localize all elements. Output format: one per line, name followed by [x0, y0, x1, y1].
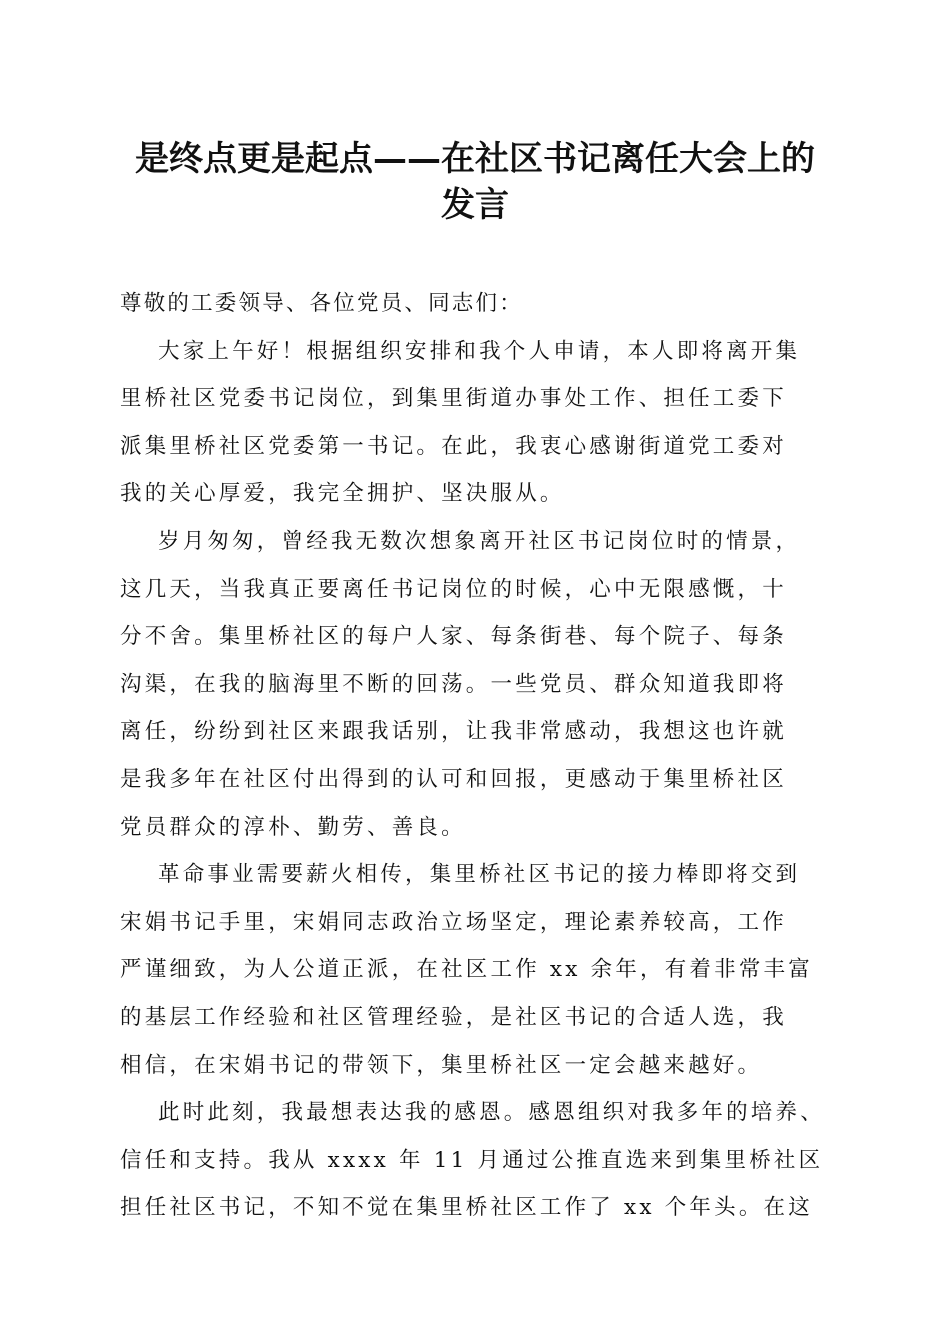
paragraph-line: 里桥社区党委书记岗位，到集里街道办事处工作、担任工委下 [120, 386, 787, 412]
document-body [120, 280, 832, 1232]
paragraph-line: 沟渠，在我的脑海里不断的回荡。一些党员、群众知道我即将 [120, 671, 787, 697]
paragraph-line: 此时此刻，我最想表达我的感恩。感恩组织对我多年的培养、 [158, 1100, 825, 1126]
paragraph-line: 分不舍。集里桥社区的每户人家、每条街巷、每个院子、每条 [120, 624, 787, 650]
title-line: 是终点更是起点——在社区书记离任大会上的 [135, 139, 815, 179]
document-title [110, 136, 840, 228]
paragraph-line: 党员群众的淳朴、勤劳、善良。 [120, 814, 466, 840]
salutation: 尊敬的工委领导、各位党员、同志们： [120, 291, 523, 316]
paragraph [120, 851, 832, 1089]
paragraph-line: 革命事业需要薪火相传，集里桥社区书记的接力棒即将交到 [158, 862, 801, 888]
paragraph [120, 1089, 832, 1232]
title-line: 发言 [441, 185, 509, 225]
paragraph-line: 离任，纷纷到社区来跟我话别，让我非常感动，我想这也许就 [120, 719, 787, 745]
paragraph-line: 严谨细致，为人公道正派，在社区工作 xx 余年，有着非常丰富 [120, 957, 813, 983]
paragraph-line: 信任和支持。我从 xxxx 年 11 月通过公推直选来到集里桥社区 [120, 1147, 824, 1173]
paragraph-line: 大家上午好！根据组织安排和我个人申请，本人即将离开集 [158, 338, 801, 364]
paragraph-line: 担任社区书记，不知不觉在集里桥社区工作了 xx 个年头。在这 [120, 1195, 813, 1221]
paragraph-line: 的基层工作经验和社区管理经验，是社区书记的合适人选，我 [120, 1004, 787, 1030]
paragraph-line: 这几天，当我真正要离任书记岗位的时候，心中无限感慨，十 [120, 576, 787, 602]
paragraph [120, 518, 832, 851]
paragraph-line: 是我多年在社区付出得到的认可和回报，更感动于集里桥社区 [120, 766, 787, 792]
paragraph-line: 派集里桥社区党委第一书记。在此，我衷心感谢街道党工委对 [120, 433, 787, 459]
paragraph-line: 相信，在宋娟书记的带领下，集里桥社区一定会越来越好。 [120, 1052, 763, 1078]
paragraph-line: 岁月匆匆，曾经我无数次想象离开社区书记岗位时的情景， [158, 528, 801, 554]
paragraph-line: 我的关心厚爱，我完全拥护、坚决服从。 [120, 481, 565, 507]
paragraph [120, 328, 832, 518]
paragraph-line: 宋娟书记手里，宋娟同志政治立场坚定，理论素养较高，工作 [120, 909, 787, 935]
